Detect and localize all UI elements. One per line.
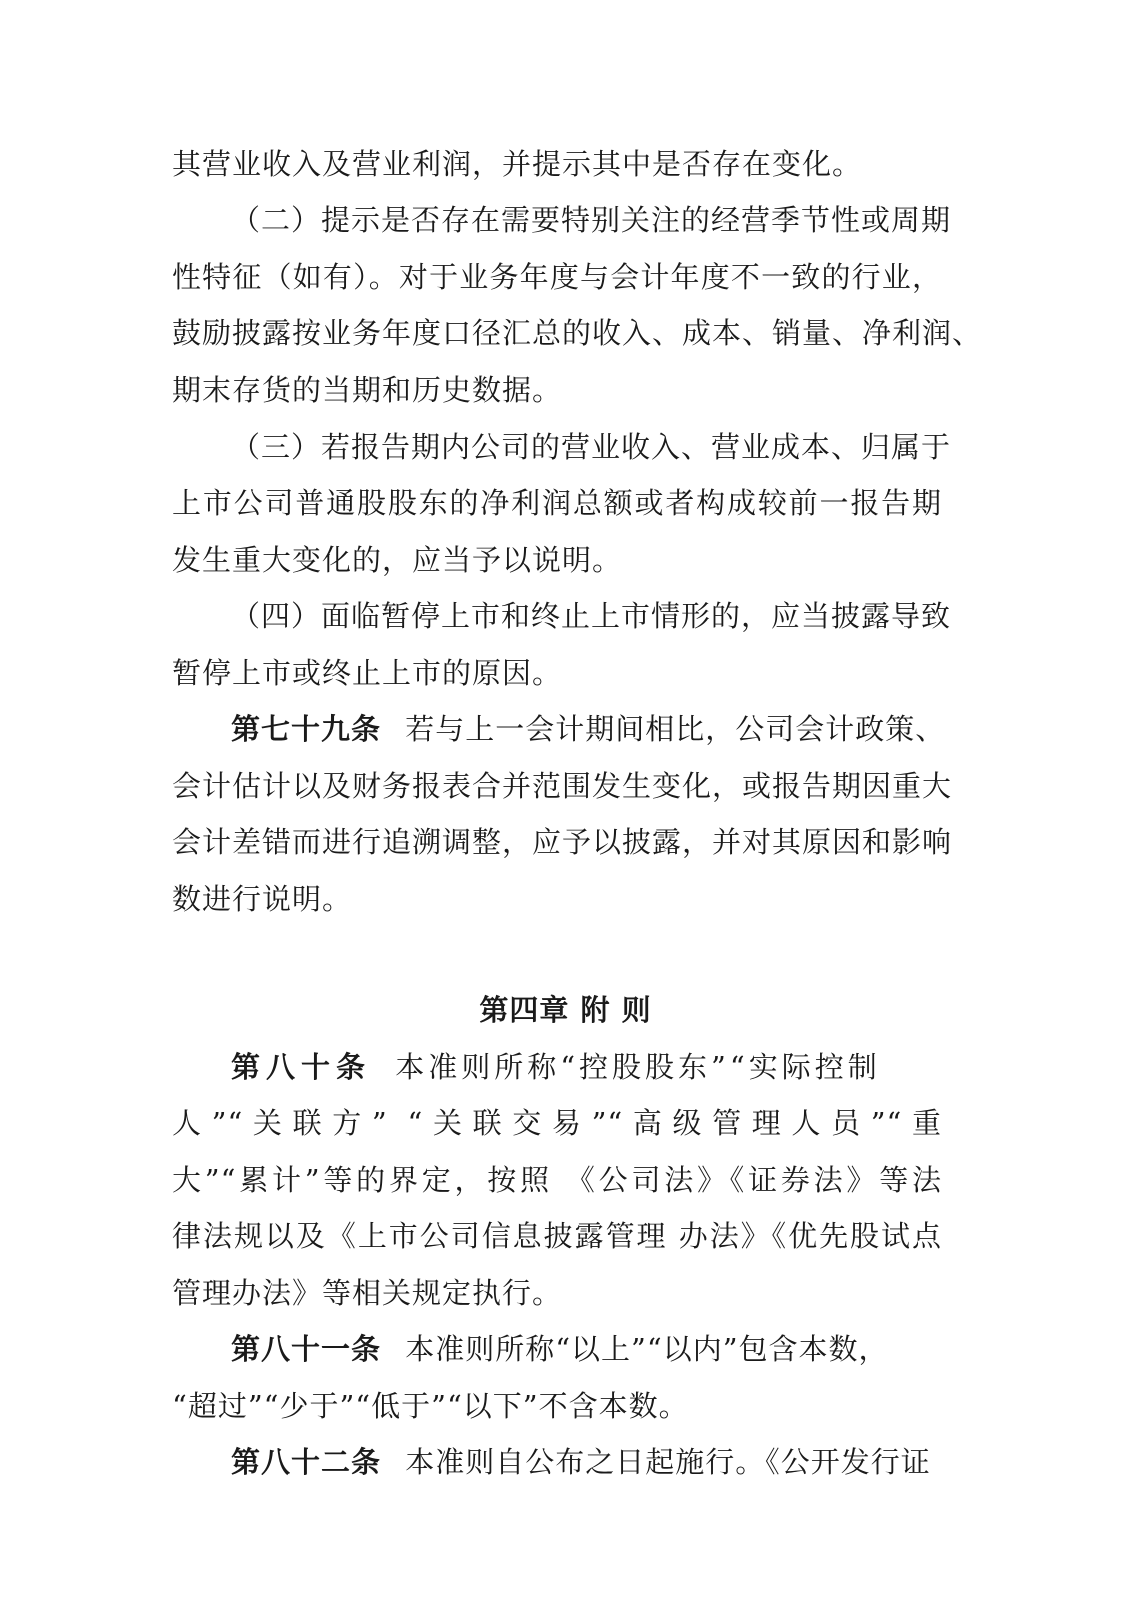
text-line: 若与上一会计期间相比，公司会计政策、 xyxy=(405,712,946,746)
article-81-line xyxy=(231,1329,889,1369)
text-line: 期末存货的当期和历史数据。 xyxy=(172,373,563,407)
text-line: 本准则自公布之日起施行。《公开发行证 xyxy=(405,1445,931,1479)
text-line: 上市公司普通股股东的净利润总额或者构成较前一报告期 xyxy=(172,486,942,520)
text-line: 数进行说明。 xyxy=(172,882,353,916)
text-line: （三）若报告期内公司的营业收入、营业成本、归属于 xyxy=(231,430,952,464)
text-line: 本准则所称“控股股东”“实际控制 xyxy=(395,1050,881,1084)
text-line: 本准则所称“以上”“以内”包含本数， xyxy=(405,1332,889,1366)
text-line: 性特征（如有）。对于业务年度与会计年度不一致的行业， xyxy=(172,260,942,294)
article-80-line xyxy=(231,1047,881,1087)
article-79-line xyxy=(231,709,945,749)
article-81-label: 第八十一条 xyxy=(231,1332,382,1366)
text-line: 发生重大变化的，应当予以说明。 xyxy=(172,543,623,577)
text-line: 会计差错而进行追溯调整，应予以披露，并对其原因和影响 xyxy=(172,825,953,859)
text-line: 暂停上市或终止上市的原因。 xyxy=(172,656,563,690)
text-line: 人”“关联方” “关联交易”“高级管理人员”“重 xyxy=(172,1106,942,1140)
text-line: 管理办法》等相关规定执行。 xyxy=(172,1276,563,1310)
text-line: 会计估计以及财务报表合并范围发生变化，或报告期因重大 xyxy=(172,769,953,803)
text-line: （二）提示是否存在需要特别关注的经营季节性或周期 xyxy=(231,203,952,237)
article-80-label: 第八十条 xyxy=(231,1050,372,1084)
article-82-line xyxy=(231,1442,931,1482)
article-82-label: 第八十二条 xyxy=(231,1445,382,1479)
text-line: “超过”“少于”“低于”“以下”不含本数。 xyxy=(172,1389,689,1423)
text-line: 其营业收入及营业利润，并提示其中是否存在变化。 xyxy=(172,147,863,181)
text-line: （四）面临暂停上市和终止上市情形的，应当披露导致 xyxy=(231,599,952,633)
text-line: 大”“累计”等的界定，按照 《公司法》《证券法》等法 xyxy=(172,1163,942,1197)
chapter-heading: 第四章 附 则 xyxy=(479,993,652,1027)
text-line: 律法规以及《上市公司信息披露管理 办法》《优先股试点 xyxy=(172,1219,942,1253)
article-79-label: 第七十九条 xyxy=(231,712,382,746)
text-line: 鼓励披露按业务年度口径汇总的收入、成本、销量、净利润、 xyxy=(172,316,983,350)
